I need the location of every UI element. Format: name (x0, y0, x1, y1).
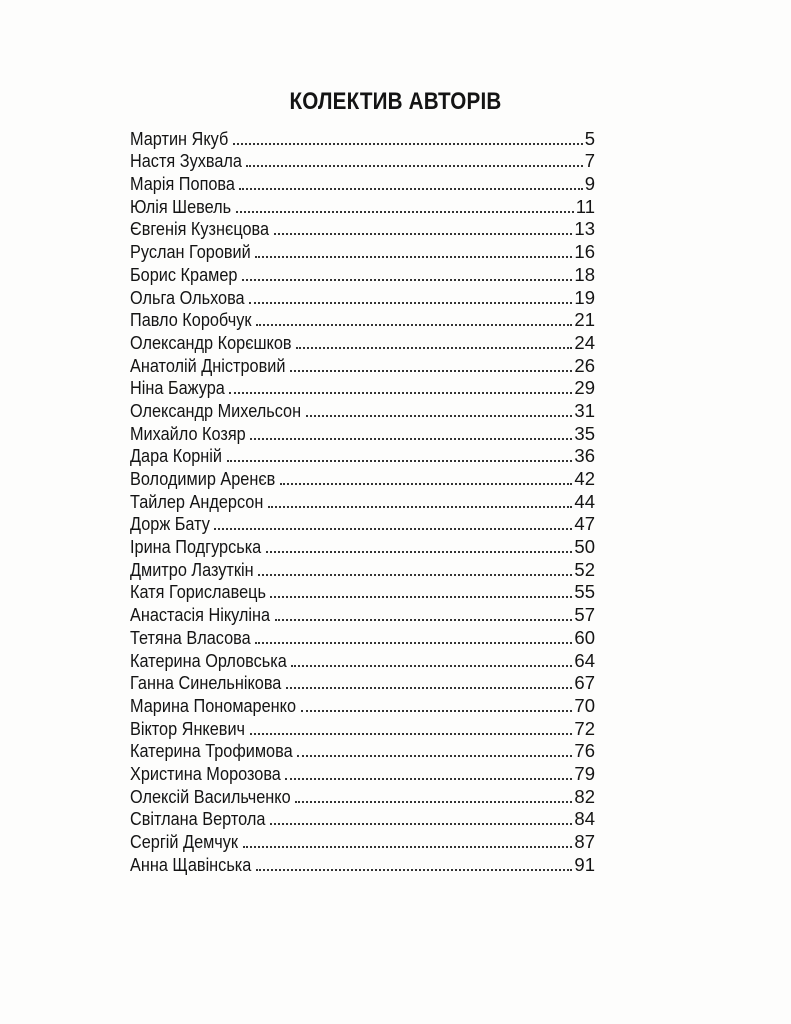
dot-leader (286, 687, 572, 689)
page-number: 13 (574, 218, 595, 240)
toc-entry (130, 716, 595, 739)
author-name: Христина Морозова (130, 762, 281, 784)
page-number: 79 (574, 762, 595, 784)
page-number: 55 (574, 581, 595, 603)
toc-entry (130, 285, 595, 308)
author-name: Тетяна Власова (130, 626, 251, 648)
dot-leader (280, 483, 572, 485)
page-number: 44 (574, 490, 595, 512)
dot-leader (291, 665, 572, 667)
page-number: 72 (574, 717, 595, 739)
author-name: Анна Щавінська (130, 853, 252, 875)
author-name: Анастасія Нікуліна (130, 604, 271, 626)
dot-leader (270, 823, 572, 825)
toc-entry (130, 444, 595, 467)
author-name: Віктор Янкевич (130, 717, 246, 739)
author-name: Володимир Аренєв (130, 468, 276, 489)
dot-leader (295, 801, 572, 803)
dot-leader (214, 528, 572, 530)
author-name: Олексій Васильченко (130, 785, 291, 807)
toc-entry (130, 512, 595, 535)
author-name: Анатолій Дністровий (130, 354, 286, 376)
toc-entry (130, 217, 595, 240)
page-number: 70 (574, 694, 595, 716)
author-name: Дмитро Лазуткін (130, 558, 254, 580)
page-number: 11 (575, 195, 595, 217)
toc-entry (130, 149, 595, 172)
page-number: 50 (574, 536, 595, 558)
page-number: 7 (584, 150, 595, 172)
dot-leader (301, 710, 572, 712)
page-number: 36 (574, 445, 595, 467)
dot-leader (256, 869, 572, 871)
dot-leader (243, 846, 572, 848)
toc-entry (130, 829, 595, 852)
author-name: Катя Гориславець (130, 581, 266, 603)
toc-entry (130, 194, 595, 217)
author-name: Ніна Бажура (130, 377, 225, 399)
toc-entry (130, 557, 595, 580)
toc-entry (130, 489, 595, 512)
dot-leader (290, 370, 572, 372)
dot-leader (266, 551, 572, 553)
toc-entry (130, 648, 595, 671)
toc-entry (130, 239, 595, 262)
dot-leader (306, 415, 572, 417)
dot-leader (296, 347, 572, 349)
toc-entry (130, 421, 595, 444)
page-number: 19 (574, 286, 595, 308)
page-number: 16 (574, 241, 595, 263)
page-number: 5 (584, 127, 595, 149)
author-name: Катерина Орловська (130, 649, 287, 671)
author-name: Михайло Козяр (130, 422, 246, 444)
author-name: Катерина Трофимова (130, 740, 293, 762)
author-name: Олександр Михельсон (130, 399, 302, 421)
author-name: Борис Крамер (130, 263, 238, 285)
toc-entry (130, 739, 595, 762)
page-number: 9 (584, 173, 595, 195)
dot-leader (242, 279, 572, 281)
page-number: 82 (574, 785, 595, 807)
dot-leader (250, 733, 572, 735)
page-number: 31 (574, 399, 595, 421)
toc-entry (130, 262, 595, 285)
dot-leader (258, 574, 572, 576)
authors-list (130, 126, 595, 875)
page-title: КОЛЕКТИВ АВТОРІВ (289, 88, 502, 115)
dot-leader (297, 755, 572, 757)
page-number: 84 (574, 808, 595, 830)
toc-entry (130, 580, 595, 603)
author-name: Мартин Якуб (130, 127, 229, 149)
dot-leader (255, 256, 572, 258)
author-name: Юлія Шевель (130, 195, 232, 217)
dot-leader (249, 302, 572, 304)
page-number: 64 (574, 649, 595, 671)
dot-leader (268, 506, 572, 508)
author-name: Світлана Вертола (130, 808, 266, 830)
page-number: 60 (574, 626, 595, 648)
toc-entry (130, 534, 595, 557)
page-number: 52 (574, 558, 595, 580)
page-number: 35 (574, 422, 595, 444)
dot-leader (227, 460, 572, 462)
toc-entry (130, 308, 595, 331)
toc-entry (130, 376, 595, 399)
author-name: Марина Пономаренко (130, 694, 297, 716)
dot-leader (229, 392, 572, 394)
page-number: 24 (574, 331, 595, 353)
toc-entry (130, 126, 595, 149)
dot-leader (274, 233, 572, 235)
page-number: 67 (574, 672, 595, 694)
toc-entry (130, 852, 595, 875)
toc-entry (130, 761, 595, 784)
dot-leader (246, 165, 583, 167)
page-number: 76 (574, 740, 595, 762)
toc-entry (130, 398, 595, 421)
toc-entry (130, 466, 595, 489)
dot-leader (270, 596, 572, 598)
page-number: 91 (574, 853, 595, 875)
toc-entry (130, 353, 595, 376)
dot-leader (239, 188, 583, 190)
dot-leader (256, 324, 572, 326)
toc-entry (130, 330, 595, 353)
author-name: Павло Коробчук (130, 309, 252, 331)
author-name: Марія Попова (130, 173, 235, 195)
toc-entry (130, 693, 595, 716)
page-number: 47 (574, 513, 595, 535)
author-name: Руслан Горовий (130, 241, 251, 263)
toc-entry (130, 807, 595, 830)
author-name: Ольга Ольхова (130, 286, 245, 308)
toc-entry (130, 171, 595, 194)
author-name: Ірина Подгурська (130, 536, 262, 558)
page-number: 18 (574, 263, 595, 285)
page-number: 29 (574, 377, 595, 399)
dot-leader (250, 438, 572, 440)
toc-entry (130, 602, 595, 625)
author-name: Сергій Демчук (130, 831, 239, 852)
author-name: Тайлер Андерсон (130, 490, 264, 512)
author-name: Ганна Синельнікова (130, 672, 282, 694)
dot-leader (236, 211, 574, 213)
toc-entry (130, 784, 595, 807)
dot-leader (285, 778, 572, 780)
page-number: 87 (574, 831, 595, 852)
page-number: 57 (574, 604, 595, 626)
toc-entry (130, 671, 595, 694)
page-number: 21 (574, 309, 595, 331)
toc-entry (130, 625, 595, 648)
author-name: Олександр Корєшков (130, 331, 292, 353)
author-name: Настя Зухвала (130, 150, 242, 172)
page-number: 26 (574, 354, 595, 376)
author-name: Євгенія Кузнєцова (130, 218, 270, 240)
author-name: Дорж Бату (130, 513, 210, 535)
dot-leader (275, 619, 572, 621)
author-name: Дара Корній (130, 445, 223, 467)
dot-leader (233, 143, 583, 145)
page-number: 42 (574, 468, 595, 489)
dot-leader (255, 642, 572, 644)
